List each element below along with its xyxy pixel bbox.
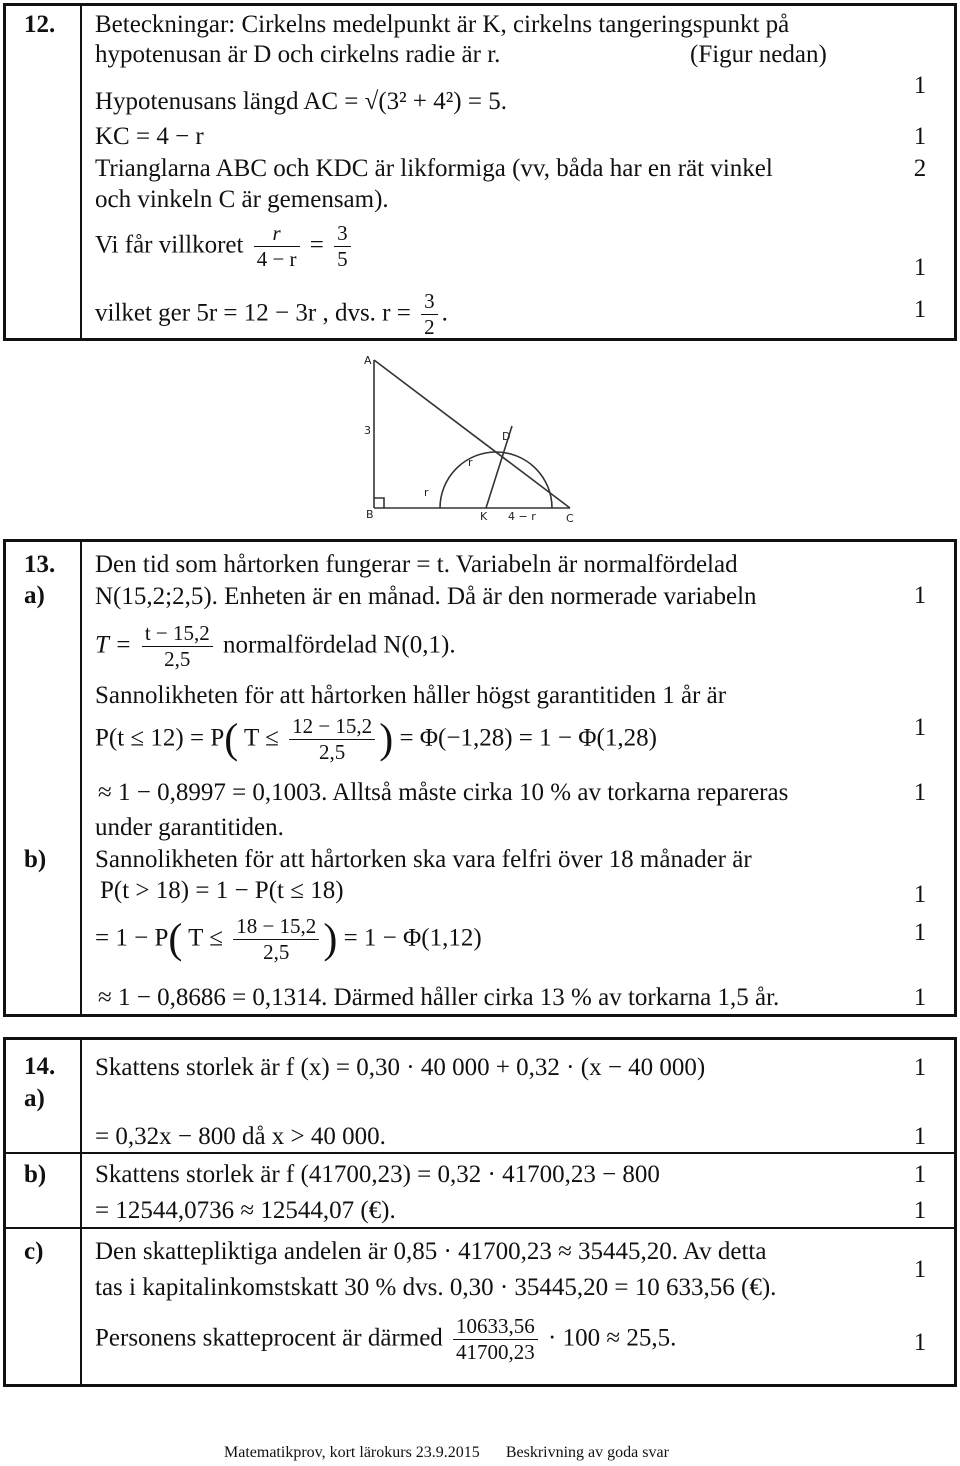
q12-point: 2: [913, 155, 927, 182]
q12-line-2: hypotenusan är D och cirkelns radie är r.: [95, 41, 501, 68]
triangle-figure: [360, 348, 590, 528]
equation-rhs: normalfördelad N(0,1).: [223, 631, 456, 659]
q13a-fraction-2: [289, 715, 375, 764]
period: .: [441, 299, 448, 327]
equation-rhs: = 1 − Φ(1,12): [343, 924, 482, 952]
q12-fraction-a: [254, 222, 300, 271]
q14c-line-1: Den skattepliktiga andelen är 0,85 · 41700,23 ≈ 35445,20. Av detta: [95, 1238, 767, 1265]
q12-number: 12.: [24, 11, 56, 38]
q13-number: 13.: [24, 551, 56, 578]
q13a-fraction: [142, 622, 213, 671]
q13a-line-4: Sannolikheten för att hårtorken håller högst garantitiden 1 år är: [95, 682, 727, 709]
q13a-line-3: [95, 622, 456, 671]
fraction-denominator: 2,5: [319, 740, 346, 765]
equation-lhs: T =: [95, 631, 132, 659]
q12-fraction-c: [421, 290, 438, 339]
q12-point: 1: [913, 72, 927, 99]
footer-description: Beskrivning av goda svar: [505, 1444, 669, 1461]
page-footer: [224, 1444, 691, 1462]
figure-label-a: A: [364, 354, 372, 367]
q13-point: 1: [913, 881, 927, 908]
equation-rhs: = Φ(−1,28) = 1 − Φ(1,28): [399, 724, 657, 752]
q12-line-6: och vinkeln C är gemensam).: [95, 186, 389, 213]
right-paren: ): [379, 716, 394, 763]
q14-point: 1: [913, 1123, 927, 1150]
q13-point: 1: [913, 984, 927, 1011]
q13-point: 1: [913, 919, 927, 946]
q14-part-a-label: a): [24, 1085, 45, 1112]
q14-number: 14.: [24, 1053, 56, 1080]
q12-line-2b: (Figur nedan): [690, 41, 827, 68]
footer-course: Matematikprov, kort lärokurs 23.9.2015: [224, 1444, 480, 1461]
q13a-line-7: under garantitiden.: [95, 814, 284, 841]
figure-label-3: 3: [364, 424, 371, 437]
q14-point: 1: [913, 1054, 927, 1081]
q13b-fraction: [233, 915, 319, 964]
fraction-numerator: t − 15,2: [142, 622, 213, 647]
q13-point: 1: [913, 714, 927, 741]
q14c-line-2: tas i kapitalinkomstskatt 30 % dvs. 0,30 · 35445,20 = 10 633,56 (€).: [95, 1274, 777, 1301]
q13b-line-2: P(t > 18) = 1 − P(t ≤ 18): [100, 877, 344, 904]
q12-point: 1: [913, 123, 927, 150]
figure-label-k: K: [480, 510, 488, 523]
figure-label-b: B: [366, 508, 374, 521]
side-ac: [374, 360, 570, 508]
equation-mid: T ≤: [244, 724, 279, 752]
q12-line-7: [95, 222, 355, 271]
equation-lhs: = 1 − P: [95, 924, 169, 952]
q13-point: 1: [913, 779, 927, 806]
q14-point: 1: [913, 1256, 927, 1283]
left-paren: (: [224, 716, 239, 763]
q13a-line-5: [95, 715, 657, 764]
figure-label-r2: r: [424, 486, 429, 499]
fraction-denominator: 2: [424, 315, 435, 340]
fraction-numerator: 12 − 15,2: [289, 715, 375, 740]
equals-sign: =: [309, 231, 324, 259]
q13b-line-3: [95, 915, 482, 964]
equation-rhs: · 100 ≈ 25,5.: [548, 1324, 677, 1352]
q12-line-8-text: vilket ger 5r = 12 − 3r , dvs. r =: [95, 299, 411, 327]
q13b-line-1: Sannolikheten för att hårtorken ska vara felfri över 18 månader är: [95, 846, 752, 873]
fraction-denominator: 4 − r: [256, 247, 297, 272]
q14-point: 1: [913, 1197, 927, 1224]
q14-row-divider: [3, 1227, 957, 1229]
q14-divider: [80, 1037, 82, 1387]
fraction-denominator: 5: [337, 247, 348, 272]
q13-divider: [80, 539, 82, 1017]
q14a-line-2: = 0,32x − 800 då x > 40 000.: [95, 1123, 386, 1150]
equation-text: Personens skatteprocent är därmed: [95, 1324, 443, 1352]
fraction-numerator: 10633,56: [453, 1315, 538, 1340]
fraction-numerator: 3: [421, 290, 438, 315]
q12-line-4: KC = 4 − r: [95, 123, 204, 150]
q12-line-7-text: Vi får villkoret: [95, 231, 244, 259]
q14b-line-1: Skattens storlek är f (41700,23) = 0,32 · 41700,23 − 800: [95, 1161, 660, 1188]
q14-part-b-label: b): [24, 1161, 47, 1188]
figure-label-4r: 4 − r: [508, 510, 536, 523]
q14-point: 1: [913, 1329, 927, 1356]
q14-row-divider: [3, 1152, 957, 1154]
q13-part-b-label: b): [24, 846, 47, 873]
right-angle-b: [374, 498, 384, 508]
q12-line-3: Hypotenusans längd AC = √(3² + 4²) = 5.: [95, 88, 507, 115]
q12-line-5: Trianglarna ABC och KDC är likformiga (vv, båda har en rät vinkel: [95, 155, 773, 182]
q12-point: 1: [913, 254, 927, 281]
q12-point: 1: [913, 296, 927, 323]
q14b-line-2: = 12544,0736 ≈ 12544,07 (€).: [95, 1197, 396, 1224]
q13a-line-2: N(15,2;2,5). Enheten är en månad. Då är den normerade variabeln: [95, 583, 757, 610]
left-paren: (: [168, 916, 183, 963]
right-paren: ): [323, 916, 338, 963]
q12-line-8: [95, 290, 448, 339]
semicircle: [440, 452, 552, 508]
q14-point: 1: [913, 1161, 927, 1188]
figure-label-c: C: [566, 512, 574, 525]
q13a-line-6: ≈ 1 − 0,8997 = 0,1003. Alltså måste cirka 10 % av torkarna repareras: [98, 779, 789, 806]
q12-divider: [80, 3, 82, 341]
fraction-numerator: 3: [334, 222, 351, 247]
q13-part-a-label: a): [24, 582, 45, 609]
q14-part-c-label: c): [24, 1238, 44, 1265]
figure-label-d: D: [502, 430, 511, 443]
fraction-numerator: 18 − 15,2: [233, 915, 319, 940]
q13b-line-4: ≈ 1 − 0,8686 = 0,1314. Därmed håller cirka 13 % av torkarna 1,5 år.: [98, 984, 780, 1011]
q12-fraction-b: [334, 222, 351, 271]
figure-label-r1: r: [468, 456, 473, 469]
q12-line-1: Beteckningar: Cirkelns medelpunkt är K, cirkelns tangeringspunkt på: [95, 11, 790, 38]
fraction-denominator: 2,5: [263, 940, 290, 965]
equation-lhs: P(t ≤ 12) = P: [95, 724, 225, 752]
fraction-denominator: 41700,23: [456, 1340, 535, 1365]
fraction-numerator: r: [254, 222, 300, 247]
q14a-line-1: Skattens storlek är f (x) = 0,30 · 40 000 + 0,32 · (x − 40 000): [95, 1054, 706, 1081]
equation-mid: T ≤: [188, 924, 223, 952]
q14c-line-3: [95, 1315, 676, 1364]
q13-point: 1: [913, 582, 927, 609]
q13a-line-1: Den tid som hårtorken fungerar = t. Variabeln är normalfördelad: [95, 551, 738, 578]
fraction-denominator: 2,5: [164, 647, 191, 672]
q14c-fraction: [453, 1315, 538, 1364]
